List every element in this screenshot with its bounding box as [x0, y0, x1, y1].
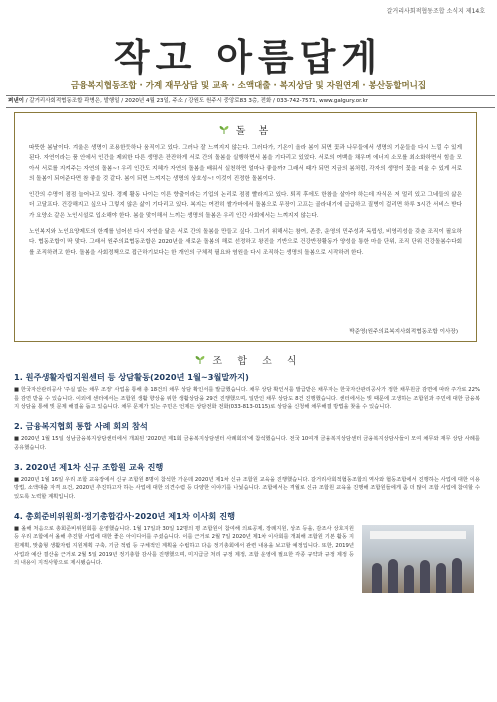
essay-signature: 박준영(원주의료복지사회적협동조합 이사장)	[349, 329, 458, 335]
leaf-icon	[218, 125, 230, 138]
essay-box	[14, 112, 477, 342]
news-heading	[0, 352, 497, 368]
news-heading-text: 조 합 소 식	[212, 356, 303, 367]
photo-person	[436, 563, 446, 593]
news-item-text: ■ 올해 처음으로 총회준비위원회를 운영했습니다. 1월 17일과 30일 12명의 평 조합원이 참여해 의료공제, 장례지원, 상조 등을, 감조사 상호지원 등 우리 조합에서 올해 추진할 사업에 대한 좋은 아이디어를 주셨습니다. 이를 근거로 2월 7일 2020년 제1차 이사회를 개최해 조합원 기본 활동 지원계획, 맞춤형 생활자립 지원계획 구축, 기금 적립 등 구체적인 계획을 수립하고 다음 정기총회에서 관련 내용을 보고할 예정입니다. 또한, 2019년 사업과 예산 결산을 근거로 2월 5일 2019년 정기총합 감사를 진행했으며, 미지급금 처리 규정 제정, 조합 운영에 필요한 각종 규약과 규정 제정 등의 내용이 지적사항으로 제시됐습니다.	[14, 525, 354, 567]
news-item	[14, 511, 480, 593]
news-item-text: ■ 2020년 1월 16일 우리 조합 교육장에서 신규 조합원 8명이 참석한 가운데 2020년 제1차 신규 조합원 교육을 진행했습니다. 갈거리사회적협동조합의 역사와 협동조합에서 진행하는 사업에 대한 이용방법, 소액대출 자격 요건, 2020년 추진하고자 하는 사업에 대한 의견수렴 등 다양한 이야기를 나눴습니다. 조합에서는 격월로 신규 조합원 교육을 진행해 조합원들에게 좀 더 많이 조합 사업에 참여할 수 있도록 노력할 계획입니다.	[14, 476, 480, 500]
news-item-title: 4. 총회준비위원회·정기총합감사·2020년 제1차 이사회 진행	[14, 510, 236, 521]
photo-person	[452, 558, 462, 593]
publisher-label: 펴낸이	[8, 98, 24, 104]
publisher-text: / 갈거리사회적협동조합 곽병은, 발행일 / 2020년 4월 23일, 주소 / 강원도 원주시 중앙로83 3층, 전화 / 033-742-7571, www.galgury.or.kr	[23, 98, 369, 104]
essay-paragraph: 노인복지와 노인요양제도의 한계를 넘어선 다시 자연을 닮은 서로 간의 돌봄을 만들고 싶다. 그러기 위해서는 참여, 존중, 운영의 민주성과 독립성, 비영리성을 갖춘 조직이 필요하다. 협동조합이 딱 맞다. 그래서 원주의료협동조합은 2020년을 새로운 돌봄의 해로 선정하고 왕진을 기반으로 건강반장활동가 양성을 통한 마을 단위, 조직 단위 건강돌봄수다회를 조직하려고 한다. 돌봄을 사회정책으로 접근하기보다는 한 개인의 구체적 필요와 염원을 다시 조직하는 생명의 돌봄으로 시작하려 한다.	[29, 229, 462, 256]
issue-line: 갈거리사회적협동조합 소식지 제14호	[386, 8, 485, 15]
news-item-title: 2. 금융복지협회 통합 사례 회의 참석	[14, 421, 148, 432]
news-item	[14, 462, 480, 502]
meeting-photo	[362, 525, 474, 593]
news-item-title: 1. 원주생활자립지원센터 등 상담활동(2020년 1월~3월말까지)	[14, 372, 249, 382]
photo-person	[388, 559, 398, 593]
news-item-text: ■ 한국자산관리공사 '주실 없는 채무 조정' 사업을 통해 총 18건의 채무 상담 확인서를 발급했습니다. 채무 상담 확인서를 발급받은 채무자는 한국자산관리공사가 정한 채무원금 감면에 따라 주가로 22%를 감면 받을 수 있습니다. 이외에 센터에서는 조합원 생활 향상을 위한 생활상담을 29건 진행했으며, 일반인 채무 상담도 8건 진행했습니다. 센터에서는 빚 때문에 고생하는 조합원과 주민에 대한 금융복지 상담을 통해 빚 문제 해결을 돕고 있습니다. 채무 문제가 있는 주민은 언제든 상담전화 전화(033-813-0115)로 상담을 신청해 채무해결 방법을 찾을 수 있습니다.	[14, 387, 480, 411]
news-item-body	[14, 525, 480, 593]
news-item-title: 3. 2020년 제1차 신규 조합원 교육 진행	[14, 461, 164, 472]
news-item	[14, 421, 480, 452]
publisher-info	[6, 95, 495, 108]
news-item	[14, 372, 480, 412]
essay-heading-text: 돌 봄	[235, 126, 274, 137]
leaf-icon	[194, 355, 206, 368]
photo-banner	[370, 531, 466, 539]
news-item-text: ■ 2020년 1월 15일 성남금융복지상담센터에서 개최된 '2020년 제1회 금융복지상담센터 사례회의'에 참석했습니다. 전국 10여개 금융복지상담센터 금융복지상담사들이 모여 채무와 재무 상담 사례를 공유했습니다.	[14, 436, 480, 451]
photo-person	[420, 560, 430, 593]
photo-person	[404, 565, 414, 593]
news-section	[14, 372, 480, 593]
essay-paragraph: 따뜻한 봄날이다. 겨울은 생명이 조용한듯하나 움직이고 있다. 그러나 잘 느껴지지 않는다. 그러다가, 기온이 올라 봄이 되면 꽃과 나무들에서 생명의 기운들을 다시 느낄 수 있게 된다. 자연이라는 품 안에서 인간을 제외한 다른 생명은 잔잔하게 서로 간의 돌봄을 실행하면서 봄을 기다리고 있었다. 서로의 여백을 채우며 에너지 소모를 최소화하면서 힘을 모아서 서로를 지켜주는 자연의 돌봄~! 우리 인간도 지혜가 자연의 돌봄을 배워서 실천하면 얼마나 좋을까? 그래서 때가 되면 지금의 봄처럼, 각자의 생명이 꽃을 피울 수 있게 서로의 돌봄이 되어준다면 참 좋을 것 같다. 봄이 되면 느껴지는 생명의 상호성~! 이것이 진정한 돌봄이다.	[29, 145, 462, 182]
newsletter-title: 작고 아름답게	[113, 35, 384, 79]
essay-body	[29, 143, 462, 264]
essay-heading	[15, 122, 476, 138]
photo-person	[372, 563, 382, 593]
essay-paragraph: 인간의 수명이 점점 늘어나고 있다. 경제 활동 나이는 이른 향출이라는 기업의 논리로 점점 빨라지고 있다. 퇴직 후에도 한참을 살아야 하는데 자식은 저 멀리 있고 그네들의 삶은 더 고달프다. 건강해지고 싶으나 그렇지 않은 삶이 기다리고 있다. 복지는 여전히 쌀가마에서 돌봄으로 무장이 고프는 골라내기에 급급하고 질병이 걸리면 하루 3시간 서비스 받다가 요양소 같은 노인시설로 입소해야 한다. 봄을 맞이해서 느끼는 생명의 돌봄은 우리 인간 사회에서는 느껴지지 않는다.	[29, 192, 462, 219]
newsletter-subtitle: 금융복지협동조합 · 가계 재무상담 및 교육 · 소액대출 · 복지상담 및 자원연계 · 봉산동할머니집	[70, 81, 427, 91]
